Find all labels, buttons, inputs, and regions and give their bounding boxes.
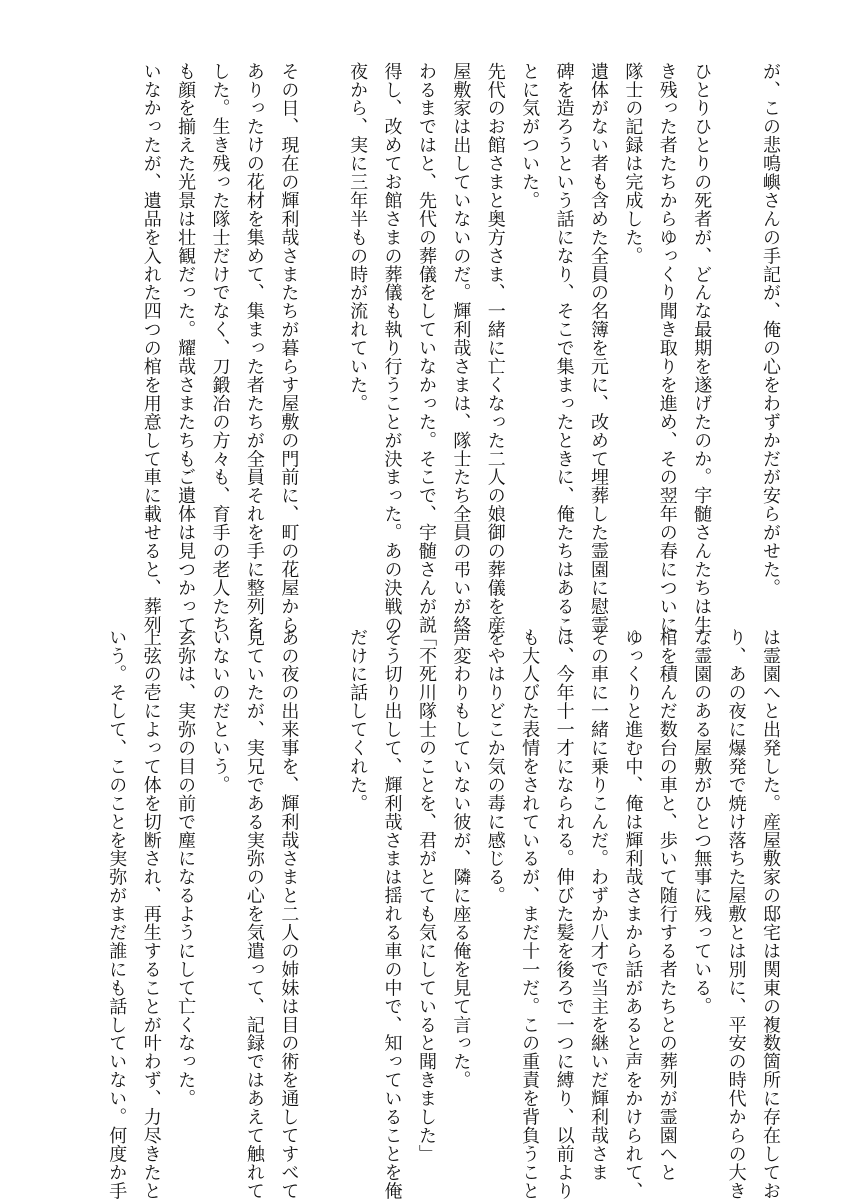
text-block-lower: は霊園へと出発した。産屋敷家の邸宅は関東の複数箇所に存在してお り、あの夜に爆発で焼け落ちた屋敷とは別に、平安の時代からの大き な霊園のある屋敷がひとつ無事に残っている。 棺を積んだ数台の車と、歩いて随行する者たちとの葬列が霊園へと ゆっくりと進む中、俺は輝利哉さまから話があると声をかけられて、 その車に一緒に乗りこんだ。わずか八才で当主を継いだ輝利哉さま は、今年十一才になられる。伸びた髪を後ろで一つに縛り、以前より も大人びた表情をされているが、まだ十一だ。この重責を背負うこと をやはりどこか気の毒に感じる。 声変わりもしていない彼が、隣に座る俺を見て言った。 「不死川隊士のことを、君がとても気にしていると聞きました」 そう切り出して、輝利哉さまは揺れる車の中で、知っていることを俺 だけに話してくれた。 あの夜の出来事を、輝利哉さまと二人の姉妹は目の術を通してすべて 見ていたが、実兄である実弥の心を気遣って、記録ではあえて触れて いないのだという。 玄弥は、実弥の目の前で塵になるようにして亡くなった。 上弦の壱によって体を切断され、再生することが叶わず、力尽きたと いう。そして、このことを実弥がまだ誰にも話していない。何度か手 bbox=[106, 628, 781, 1200]
text-block-upper: が、この悲鳴嶼さんの手記が、俺の心をわずかだが安らがせた。 ひとりひとりの死者が、どんな最期を遂げたのか。宇髄さんたちは生 き残った者たちからゆっくり聞き取りを進め、その翌年の春についに 隊士の記録は完成した。 遺体がない者も含めた全員の名簿を元に、改めて埋葬した霊園に慰霊 碑を造ろうという話になり、そこで集まったときに、俺たちはあるこ とに気がついた。 先代のお館さまと奥方さま、一緒に亡くなった二人の娘御の葬儀を産 屋敷家は出していないのだ。輝利哉さまは、隊士たち全員の弔いが終 わるまではと、先代の葬儀をしていなかった。そこで、宇髄さんが説 得し、改めてお館さまの葬儀も執り行うことが決まった。あの決戦の 夜から、実に三年半もの時が流れていた。 その日、現在の輝利哉さまたちが暮らす屋敷の門前に、町の花屋から ありったけの花材を集めて、集まった者たちが全員それを手に整列を した。生き残った隊士だけでなく、刀鍛冶の方々も、育手の老人たち も顔を揃えた光景は壮観だった。耀哉さまたちもご遺体は見つかって いなかったが、遺品を入れた四つの棺を用意して車に載せると、葬列 bbox=[140, 62, 781, 634]
